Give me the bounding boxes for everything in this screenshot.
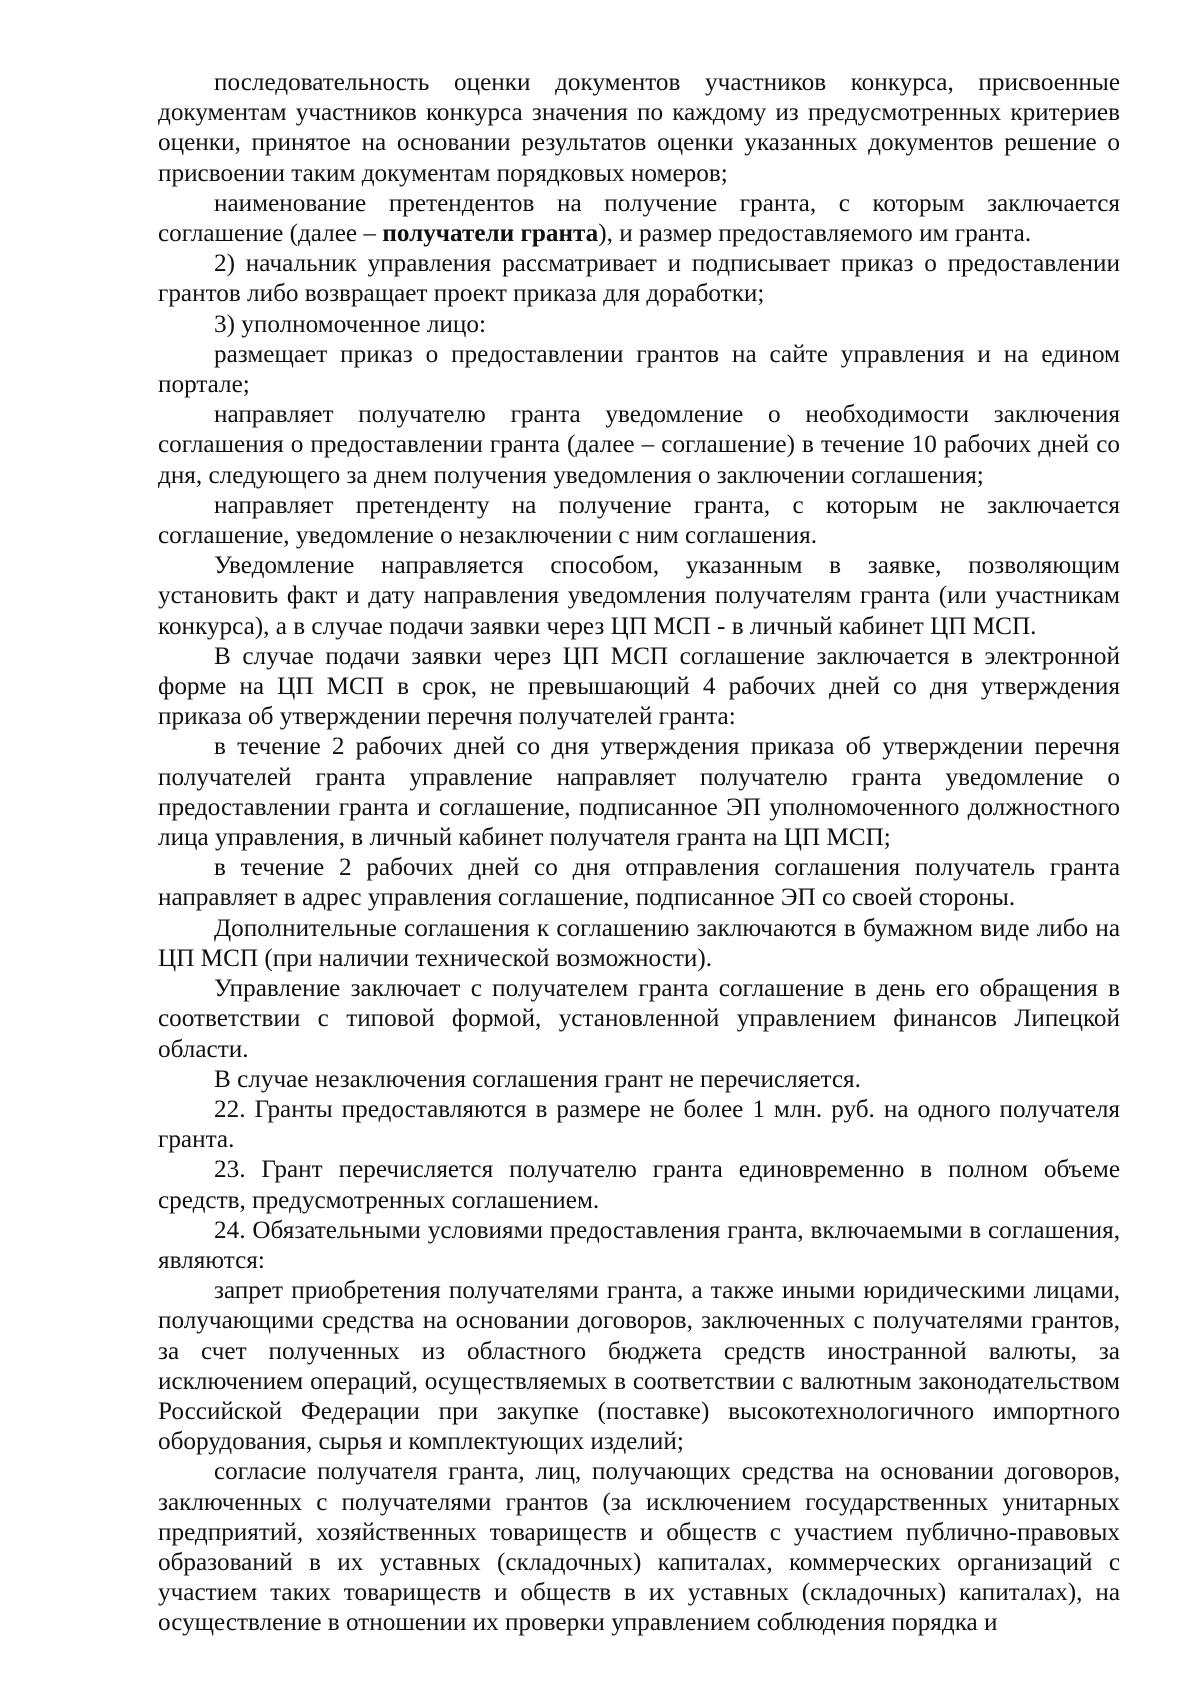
- paragraph: направляет претенденту на получение гранта, с которым не заключается соглашение, уведомление о незаключении с ним соглашения.: [158, 491, 1120, 550]
- paragraph: В случае подачи заявки через ЦП МСП соглашение заключается в электронной форме на ЦП МСП в срок, не превышающий 4 рабочих дней со дня утверждения приказа об утверждении перечня получателей гранта:: [158, 642, 1120, 731]
- paragraph: 3) уполномоченное лицо:: [214, 310, 486, 338]
- paragraph: 22. Гранты предоставляются в размере не более 1 млн. руб. на одного получателя гранта.: [158, 1095, 1120, 1154]
- paragraph: согласие получателя гранта, лиц, получающих средства на основании договоров, заключенных с получателями грантов (за исключением государственных унитарных предприятий, хозяйственных товариществ и обществ с участием публично-правовых образований в их уставных (складочных) капиталах, коммерческих организаций с участием таких товариществ и обществ в их уставных (складочных) капиталах), на осуществление в отношении их проверки управлением соблюдения порядка и: [158, 1458, 1120, 1637]
- paragraph: Уведомление направляется способом, указанным в заявке, позволяющим установить факт и дату направления уведомления получателям гранта (или участникам конкурса), а в случае подачи заявки через ЦП МСП - в личный кабинет ЦП МСП.: [158, 552, 1120, 640]
- paragraph: В случае незаключения соглашения грант не перечисляется.: [214, 1065, 861, 1093]
- paragraph: размещает приказ о предоставлении грантов на сайте управления и на едином портале;: [158, 340, 1120, 399]
- paragraph: Дополнительные соглашения к соглашению заключаются в бумажном виде либо на ЦП МСП (при наличии технической возможности).: [158, 914, 1120, 972]
- paragraph: [158, 189, 1120, 249]
- paragraph-text: ), и размер предоставляемого им гранта.: [598, 220, 1032, 248]
- paragraph: Управление заключает с получателем гранта соглашение в день его обращения в соответствии с типовой формой, установленной управлением финансов Липецкой области.: [158, 975, 1120, 1063]
- paragraph: 23. Грант перечисляется получателю гранта единовременно в полном объеме средств, предусмотренных соглашением.: [158, 1156, 1120, 1214]
- paragraph: запрет приобретения получателями гранта, а также иными юридическими лицами, получающими средства на основании договоров, заключенных с получателями грантов, за счет полученных из областного бюджета средств иностранной валюты, за исключением операций, осуществляемых в соответствии с валютным законодательством Российской Федерации при закупке (поставке) высокотехнологичного импортного оборудования, сырья и комплектующих изделий;: [158, 1277, 1120, 1456]
- paragraph: направляет получателю гранта уведомление о необходимости заключения соглашения о предоставлении гранта (далее – соглашение) в течение 10 рабочих дней со дня, следующего за днем получения уведомления о заключении соглашения;: [158, 401, 1120, 489]
- document-page: [158, 68, 1120, 1639]
- paragraph-text: наименование претендентов на получение гранта, с которым заключается соглашение (далее –: [158, 189, 1120, 248]
- paragraph: 2) начальник управления рассматривает и подписывает приказ о предоставлении грантов либо возвращает проект приказа для доработки;: [158, 250, 1120, 308]
- paragraph: в течение 2 рабочих дней со дня утверждения приказа об утверждении перечня получателей гранта управление направляет получателю гранта уведомление о предоставлении гранта и соглашение, подписанное ЭП уполномоченного должностного лица управления, в личный кабинет получателя гранта на ЦП МСП;: [158, 733, 1120, 852]
- paragraph: в течение 2 рабочих дней со дня отправления соглашения получатель гранта направляет в адрес управления соглашение, подписанное ЭП со своей стороны.: [158, 854, 1120, 912]
- bold-term: получатели гранта: [382, 220, 599, 248]
- paragraph: 24. Обязательными условиями предоставления гранта, включаемыми в соглашения, являются:: [158, 1216, 1120, 1274]
- paragraph: последовательность оценки документов участников конкурса, присвоенные документам участников конкурса значения по каждому из предусмотренных критериев оценки, принятое на основании результатов оценки указанных документов решение о присвоении таким документам порядковых номеров;: [158, 69, 1120, 187]
